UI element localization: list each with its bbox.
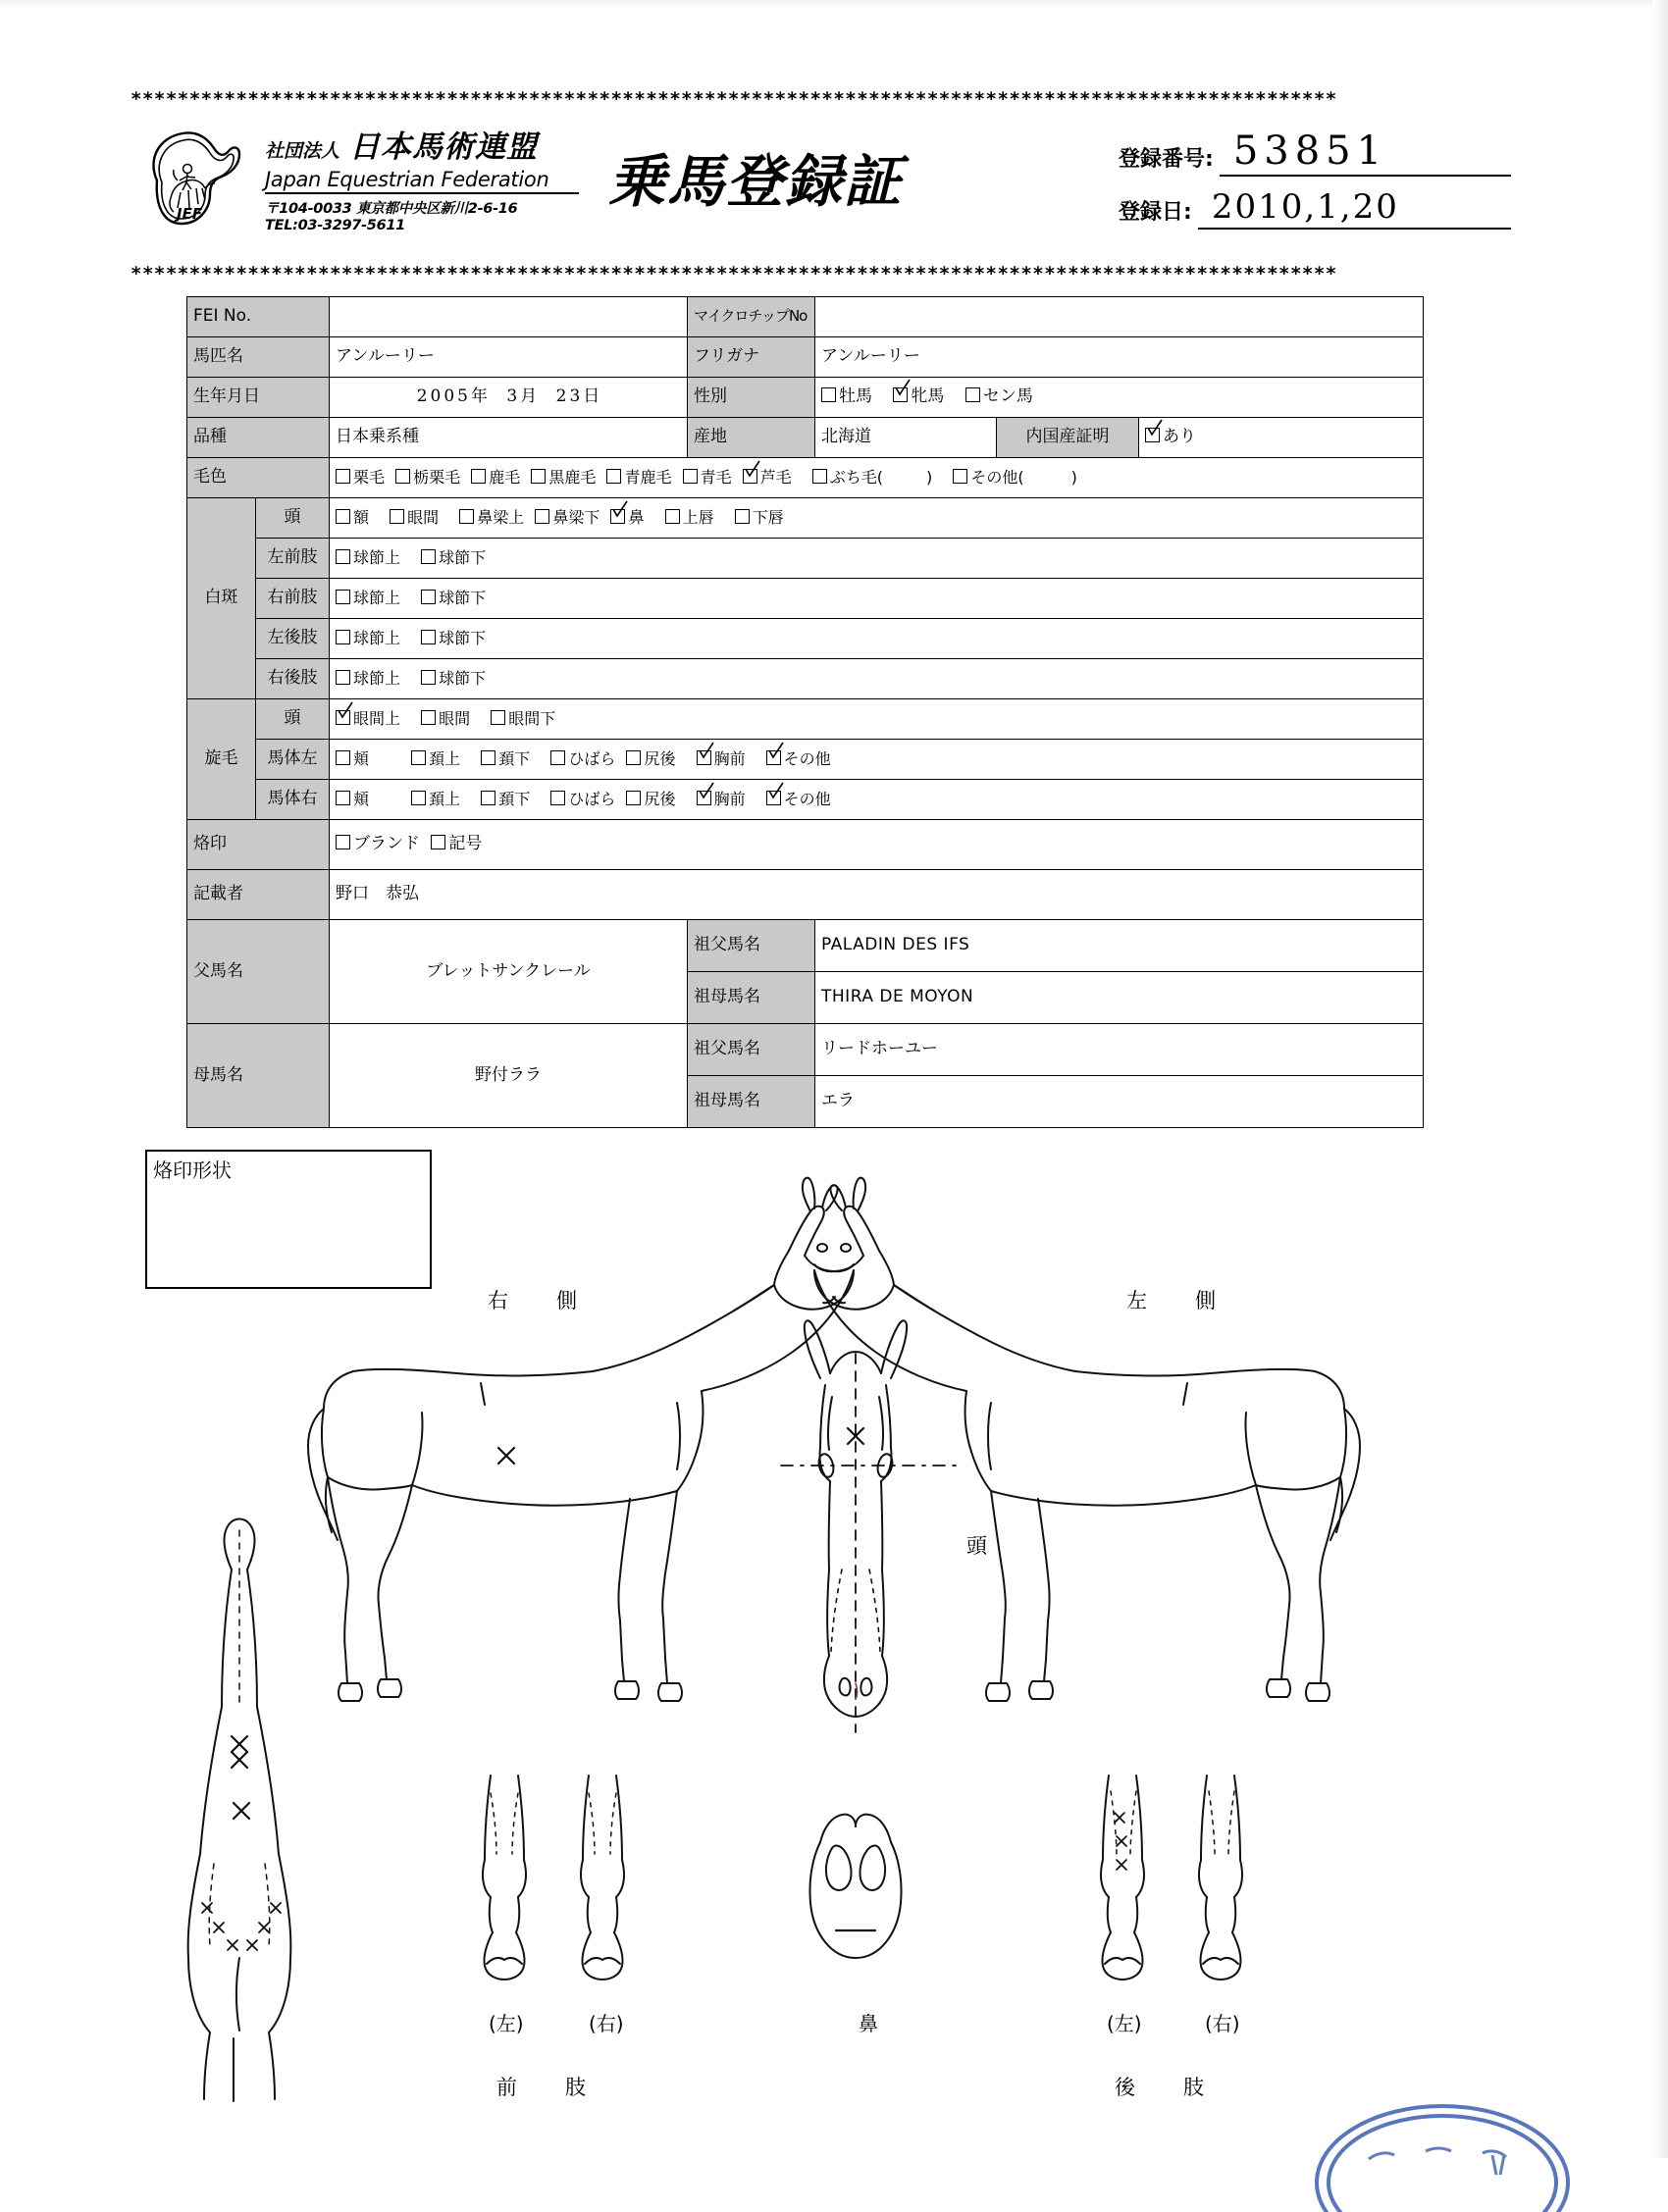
- checkbox-whorl-l-cheek[interactable]: [336, 750, 350, 768]
- birthdate-value[interactable]: [330, 378, 688, 418]
- breed-value[interactable]: 日本乗系種: [330, 418, 688, 458]
- star-rule-bottom: *******************************************************************************************************: [130, 265, 1337, 283]
- white-lh-below[interactable]: [421, 630, 486, 647]
- whorls-body-left-label: 馬体左: [256, 740, 330, 780]
- whorl-head-between-eyes[interactable]: [421, 710, 470, 728]
- coat-option-buchige-label: ぶち毛(: [829, 467, 884, 487]
- domestic-cert-label: 内国産証明: [997, 418, 1139, 458]
- checkbox-whorl-r-neck-lower[interactable]: [481, 791, 495, 808]
- organization-name-en: Japan Equestrian Federation: [265, 168, 549, 191]
- white-limb-options-rh: [330, 659, 1424, 699]
- front-limb-label: 前 肢: [496, 2076, 599, 2099]
- sex-option-stallion[interactable]: [821, 387, 872, 407]
- checkbox-white-rf-below[interactable]: [421, 590, 436, 607]
- whorl-l-flank-label: ひばら: [568, 748, 616, 768]
- white-rh-above-label: 球節上: [353, 668, 401, 688]
- domestic-cert-option[interactable]: [1145, 428, 1196, 447]
- checkbox-whorl-between-eyes[interactable]: [421, 710, 436, 728]
- whorl-l-other[interactable]: [766, 750, 831, 768]
- dam-grandsire-value[interactable]: リードホーユー: [815, 1024, 1424, 1076]
- organization-telephone: TEL:03-3297-5611: [265, 218, 405, 233]
- whorl-l-neck-upper[interactable]: [411, 750, 460, 768]
- whorl-r-flank-label: ひばら: [568, 789, 616, 808]
- coat-option-other-close: ): [1070, 467, 1077, 487]
- whorl-l-cheek-label: 頬: [353, 748, 370, 768]
- checkbox-mare[interactable]: [893, 387, 908, 407]
- white-limb-label-lh: 左後肢: [256, 619, 330, 659]
- white-head-biryo-lower-label: 鼻梁下: [552, 507, 600, 527]
- whorls-body-left-options: [330, 740, 1424, 780]
- organization-name: 日本馬術連盟: [349, 129, 539, 165]
- table-row-whorls-right: [187, 780, 1424, 820]
- birthdate-label: 生年月日: [187, 378, 330, 418]
- official-stamp: [1300, 2065, 1585, 2212]
- head-diagram-label: 頭: [966, 1534, 987, 1558]
- checkbox-whorl-below-eyes[interactable]: [491, 710, 505, 728]
- white-lh-above[interactable]: [336, 630, 400, 647]
- coat-option-tochikurige[interactable]: [395, 469, 460, 487]
- whorl-l-neck-lower-label: 頚下: [498, 748, 531, 768]
- coat-option-aokage-label: 青鹿毛: [624, 467, 672, 487]
- birth-month: 3: [506, 386, 521, 407]
- star-rule-top: *******************************************************************************************************: [130, 90, 1337, 109]
- checkbox-whorl-l-other[interactable]: [766, 750, 781, 768]
- fei-no-value[interactable]: [330, 297, 688, 337]
- nose-diagram-label: 鼻: [859, 2012, 878, 2035]
- checkbox-whorl-r-cheek[interactable]: [336, 791, 350, 808]
- white-head-biryo-upper-label: 鼻梁上: [477, 507, 525, 527]
- white-limb-label-lf: 左前肢: [256, 539, 330, 579]
- origin-value[interactable]: 北海道: [815, 418, 997, 458]
- domestic-cert-option-label: あり: [1163, 427, 1197, 447]
- white-head-hana-label: 鼻: [628, 507, 645, 527]
- checkbox-whorl-r-chest[interactable]: [697, 791, 711, 808]
- white-head-hana[interactable]: [610, 509, 644, 527]
- recorder-label: 記載者: [187, 870, 330, 920]
- checkbox-white-rh-below[interactable]: [421, 670, 436, 688]
- whorl-head-below-eyes-label: 眼間下: [508, 708, 556, 728]
- rear-limb-label: 後 肢: [1115, 2076, 1218, 2099]
- checkbox-gelding[interactable]: [965, 387, 980, 407]
- checkbox-whorl-l-rear[interactable]: [626, 750, 641, 768]
- whorl-l-other-label: その他: [783, 748, 831, 768]
- scan-edge-right: [1652, 0, 1668, 2158]
- dam-value[interactable]: 野付ララ: [330, 1024, 688, 1128]
- brand-option-symbol[interactable]: [431, 835, 482, 854]
- checkbox-whorl-l-chest[interactable]: [697, 750, 711, 768]
- checkbox-stallion[interactable]: [821, 387, 836, 407]
- table-row-birthdate: [187, 378, 1424, 418]
- checkbox-whorl-r-other[interactable]: [766, 791, 781, 808]
- white-head-lower-lip-label: 下唇: [752, 507, 784, 527]
- horse-name-label: 馬匹名: [187, 337, 330, 378]
- white-rf-below[interactable]: [421, 590, 486, 607]
- whorl-r-flank[interactable]: [550, 791, 615, 808]
- sex-option-mare-label: 牝馬: [911, 386, 945, 407]
- organization-divider: [265, 192, 579, 194]
- jef-logo-icon: [137, 122, 250, 234]
- table-row-white-rh: [187, 659, 1424, 699]
- whorl-r-neck-lower[interactable]: [481, 791, 530, 808]
- white-lh-above-label: 球節上: [353, 628, 401, 647]
- table-row-whorls-left: [187, 740, 1424, 780]
- white-head-biryo-upper[interactable]: [459, 509, 524, 527]
- coat-option-kurige[interactable]: [336, 469, 385, 487]
- sire-granddam-label: 祖母馬名: [688, 972, 815, 1024]
- coat-color-options: [330, 458, 1424, 498]
- sex-option-gelding-label: セン馬: [982, 386, 1033, 407]
- coat-option-kurokage[interactable]: [531, 469, 596, 487]
- coat-option-kage-label: 鹿毛: [489, 467, 521, 487]
- white-rf-above-label: 球節上: [353, 588, 401, 607]
- svg-text:JEF: JEF: [177, 205, 203, 223]
- white-lf-above-label: 球節上: [353, 547, 401, 567]
- sire-label: 父馬名: [187, 920, 330, 1024]
- white-head-hitai[interactable]: [336, 509, 369, 527]
- white-lh-below-label: 球節下: [439, 628, 487, 647]
- checkbox-coat-other[interactable]: [953, 469, 967, 487]
- whorl-r-neck-lower-label: 頚下: [498, 789, 531, 808]
- whorl-l-neck-upper-label: 頚上: [429, 748, 461, 768]
- microchip-value[interactable]: [815, 297, 1424, 337]
- whorl-r-neck-upper-label: 頚上: [429, 789, 461, 808]
- nose-diagram: [809, 1815, 901, 1958]
- checkbox-whorl-above-eyes[interactable]: [336, 710, 350, 728]
- white-lf-below[interactable]: [421, 549, 486, 567]
- coat-option-buchige-close: ): [926, 467, 933, 487]
- organization-address: 〒104-0033 東京都中央区新川2-6-16: [265, 201, 518, 217]
- coat-option-aoge-label: 青毛: [700, 467, 732, 487]
- whorls-label: 旋毛: [187, 699, 256, 820]
- checkbox-kurokage[interactable]: [531, 469, 546, 487]
- coat-color-label: 毛色: [187, 458, 330, 498]
- whorls-head-options: [330, 699, 1424, 740]
- registration-date-value: 2010,1,20: [1198, 190, 1511, 230]
- checkbox-white-lf-below[interactable]: [421, 549, 436, 567]
- whorl-head-below-eyes[interactable]: [491, 710, 555, 728]
- checkbox-white-lower-lip[interactable]: [735, 509, 750, 527]
- sex-label: 性別: [688, 378, 815, 418]
- coat-option-other-label: その他(: [970, 467, 1024, 487]
- white-head-biryo-lower[interactable]: [535, 509, 599, 527]
- white-head-upper-lip[interactable]: [665, 509, 714, 527]
- table-row-coat-color: [187, 458, 1424, 498]
- coat-option-other[interactable]: [953, 469, 1077, 487]
- whorl-l-cheek[interactable]: [336, 750, 369, 768]
- sex-option-mare[interactable]: [893, 387, 944, 407]
- recorder-value[interactable]: 野口 恭弘: [330, 870, 1424, 920]
- whorls-body-right-options: [330, 780, 1424, 820]
- checkbox-white-lh-above[interactable]: [336, 630, 350, 647]
- white-limb-options-rf: [330, 579, 1424, 619]
- white-rh-below-label: 球節下: [439, 668, 487, 688]
- birth-month-unit: 月: [520, 386, 538, 407]
- checkbox-white-biryo-upper[interactable]: [459, 509, 474, 527]
- whorl-l-rear[interactable]: [626, 750, 675, 768]
- table-row-horse-name: [187, 337, 1424, 378]
- sire-grandsire-value[interactable]: PALADIN DES IFS: [815, 920, 1424, 972]
- checkbox-tochikurige[interactable]: [395, 469, 410, 487]
- organization-name-kanji: [265, 122, 589, 166]
- checkbox-white-lh-below[interactable]: [421, 630, 436, 647]
- whorl-l-chest-label: 胸前: [713, 748, 746, 768]
- coat-option-kurokage-label: 黒鹿毛: [548, 467, 597, 487]
- white-head-gankan[interactable]: [390, 509, 439, 527]
- dam-granddam-value[interactable]: エラ: [815, 1076, 1424, 1128]
- horse-left-side: [814, 1178, 1360, 1701]
- white-head-lower-lip[interactable]: [735, 509, 784, 527]
- fei-no-label: FEI No.: [187, 297, 330, 337]
- whorls-body-right-label: 馬体右: [256, 780, 330, 820]
- coat-option-buchige[interactable]: [812, 469, 933, 487]
- white-head-label: 頭: [256, 498, 330, 539]
- white-head-upper-lip-label: 上唇: [682, 507, 714, 527]
- coat-option-aoge[interactable]: [683, 469, 732, 487]
- registration-block: [1119, 131, 1511, 243]
- table-row-whorls-head: [187, 699, 1424, 740]
- scan-edge-top: [0, 0, 1668, 10]
- dam-granddam-label: 祖母馬名: [688, 1076, 815, 1128]
- checkbox-whorl-r-flank[interactable]: [550, 791, 565, 808]
- coat-option-kage[interactable]: [471, 469, 520, 487]
- birth-year: 2005: [416, 386, 471, 407]
- table-row-white-lf: [187, 539, 1424, 579]
- coat-option-ashige-label: 芦毛: [759, 467, 792, 487]
- breed-label: 品種: [187, 418, 330, 458]
- coat-option-ashige[interactable]: [743, 469, 792, 487]
- checkbox-whorl-r-neck-upper[interactable]: [411, 791, 426, 808]
- whorl-head-above-eyes-label: 眼間上: [353, 708, 401, 728]
- white-limb-label-rf: 右前肢: [256, 579, 330, 619]
- checkbox-domestic-cert[interactable]: [1145, 428, 1160, 447]
- front-left-label: (左): [489, 2012, 524, 2035]
- brand-shape-label: 烙印形状: [153, 1158, 232, 1182]
- table-row-dam-grandsire: [187, 1024, 1424, 1076]
- checkbox-aokage[interactable]: [606, 469, 621, 487]
- registration-number-value: 53851: [1220, 131, 1511, 177]
- white-markings-label: 白斑: [187, 498, 256, 699]
- table-row-white-rf: [187, 579, 1424, 619]
- brand-option-brand-label: ブランド: [353, 834, 421, 854]
- left-side-label: 左 側: [1126, 1289, 1229, 1312]
- checkbox-white-gankan[interactable]: [390, 509, 404, 527]
- front-right-label: (右): [589, 2012, 624, 2035]
- table-row-brand: [187, 820, 1424, 870]
- checkbox-white-hitai[interactable]: [336, 509, 350, 527]
- table-row-fei: [187, 297, 1424, 337]
- whorl-r-cheek-label: 頬: [353, 789, 370, 808]
- checkbox-white-biryo-lower[interactable]: [535, 509, 549, 527]
- white-limb-options-lf: [330, 539, 1424, 579]
- white-rf-below-label: 球節下: [439, 588, 487, 607]
- whorl-l-flank[interactable]: [550, 750, 615, 768]
- whorl-r-rear-label: 尻後: [644, 789, 676, 808]
- origin-label: 産地: [688, 418, 815, 458]
- organization-prefix: 社団法人: [265, 140, 340, 162]
- coat-option-tochikurige-label: 栃栗毛: [413, 467, 461, 487]
- brand-label: 烙印: [187, 820, 330, 870]
- right-side-label: 右 側: [488, 1289, 591, 1312]
- checkbox-white-rh-above[interactable]: [336, 670, 350, 688]
- birth-day: 23: [555, 386, 584, 407]
- checkbox-whorl-l-flank[interactable]: [550, 750, 565, 768]
- checkbox-brand[interactable]: [336, 835, 350, 854]
- front-limbs-diagram: [483, 1775, 624, 1980]
- checkbox-brand-symbol[interactable]: [431, 835, 445, 854]
- checkbox-buchige[interactable]: [812, 469, 827, 487]
- organization-block: [265, 122, 589, 233]
- registration-date-label: 登録日:: [1119, 200, 1192, 225]
- checkbox-kage[interactable]: [471, 469, 486, 487]
- sex-option-stallion-label: 牡馬: [839, 386, 873, 407]
- whorl-l-chest[interactable]: [697, 750, 746, 768]
- furigana-value[interactable]: アンルーリー: [815, 337, 1424, 378]
- checkbox-kurige[interactable]: [336, 469, 350, 487]
- whorls-head-label: 頭: [256, 699, 330, 740]
- table-row-breed: [187, 418, 1424, 458]
- birth-day-unit: 日: [583, 386, 600, 407]
- whorl-r-other-label: その他: [783, 789, 831, 808]
- dam-label: 母馬名: [187, 1024, 330, 1128]
- rear-left-label: (左): [1107, 2012, 1142, 2035]
- table-row-recorder: [187, 870, 1424, 920]
- whorl-r-cheek[interactable]: [336, 791, 369, 808]
- checkbox-whorl-l-neck-upper[interactable]: [411, 750, 426, 768]
- birth-year-unit: 年: [471, 386, 488, 407]
- sex-options: [815, 378, 1424, 418]
- whorl-head-above-eyes[interactable]: [336, 710, 400, 728]
- whorl-r-neck-upper[interactable]: [411, 791, 460, 808]
- whorl-l-rear-label: 尻後: [644, 748, 676, 768]
- checkbox-ashige[interactable]: [743, 469, 757, 487]
- registration-number-label: 登録番号:: [1119, 147, 1214, 172]
- horse-rear-view: [188, 1519, 291, 2102]
- checkbox-whorl-r-rear[interactable]: [626, 791, 641, 808]
- whorl-r-chest-label: 胸前: [713, 789, 746, 808]
- sex-option-gelding[interactable]: [965, 387, 1033, 407]
- whorl-r-rear[interactable]: [626, 791, 675, 808]
- registration-table: [186, 296, 1424, 1128]
- white-rf-above[interactable]: [336, 590, 400, 607]
- white-head-gankan-label: 眼間: [407, 507, 440, 527]
- brand-shape-box[interactable]: [145, 1150, 432, 1289]
- furigana-label: フリガナ: [688, 337, 815, 378]
- horse-name-value[interactable]: アンルーリー: [330, 337, 688, 378]
- sire-granddam-value[interactable]: THIRA DE MOYON: [815, 972, 1424, 1024]
- table-row-white-head: [187, 498, 1424, 539]
- whorl-l-neck-lower[interactable]: [481, 750, 530, 768]
- white-rh-above[interactable]: [336, 670, 400, 688]
- white-limb-options-lh: [330, 619, 1424, 659]
- rear-right-label: (右): [1205, 2012, 1240, 2035]
- white-limb-label-rh: 右後肢: [256, 659, 330, 699]
- table-row-white-lh: [187, 619, 1424, 659]
- white-rh-below[interactable]: [421, 670, 486, 688]
- sire-value[interactable]: ブレットサンクレール: [330, 920, 688, 1024]
- registration-date-row: [1119, 187, 1511, 230]
- brand-options: [330, 820, 1424, 870]
- whorl-r-other[interactable]: [766, 791, 831, 808]
- coat-option-aokage[interactable]: [606, 469, 671, 487]
- checkbox-white-upper-lip[interactable]: [665, 509, 680, 527]
- document-header: [128, 118, 1521, 255]
- white-lf-below-label: 球節下: [439, 547, 487, 567]
- checkbox-white-rf-above[interactable]: [336, 590, 350, 607]
- microchip-label: マイクロチップNo: [688, 297, 815, 337]
- checkbox-aoge[interactable]: [683, 469, 698, 487]
- white-head-hitai-label: 額: [353, 507, 370, 527]
- dam-grandsire-label: 祖父馬名: [688, 1024, 815, 1076]
- document-title: 乗馬登録証: [608, 148, 904, 215]
- checkbox-white-lf-above[interactable]: [336, 549, 350, 567]
- sire-grandsire-label: 祖父馬名: [688, 920, 815, 972]
- brand-option-brand[interactable]: [336, 835, 420, 854]
- whorl-r-chest[interactable]: [697, 791, 746, 808]
- registration-number-row: [1119, 131, 1511, 177]
- white-lf-above[interactable]: [336, 549, 400, 567]
- white-head-options: [330, 498, 1424, 539]
- brand-option-symbol-label: 記号: [448, 834, 483, 854]
- whorl-head-between-eyes-label: 眼間: [439, 708, 471, 728]
- domestic-cert-value[interactable]: [1139, 418, 1424, 458]
- checkbox-white-hana[interactable]: [610, 509, 625, 527]
- horse-head-front-view: [781, 1320, 960, 1732]
- coat-option-kurige-label: 栗毛: [353, 467, 386, 487]
- rear-limbs-diagram: [1101, 1775, 1242, 1980]
- checkbox-whorl-l-neck-lower[interactable]: [481, 750, 495, 768]
- table-row-sire-grandsire: [187, 920, 1424, 972]
